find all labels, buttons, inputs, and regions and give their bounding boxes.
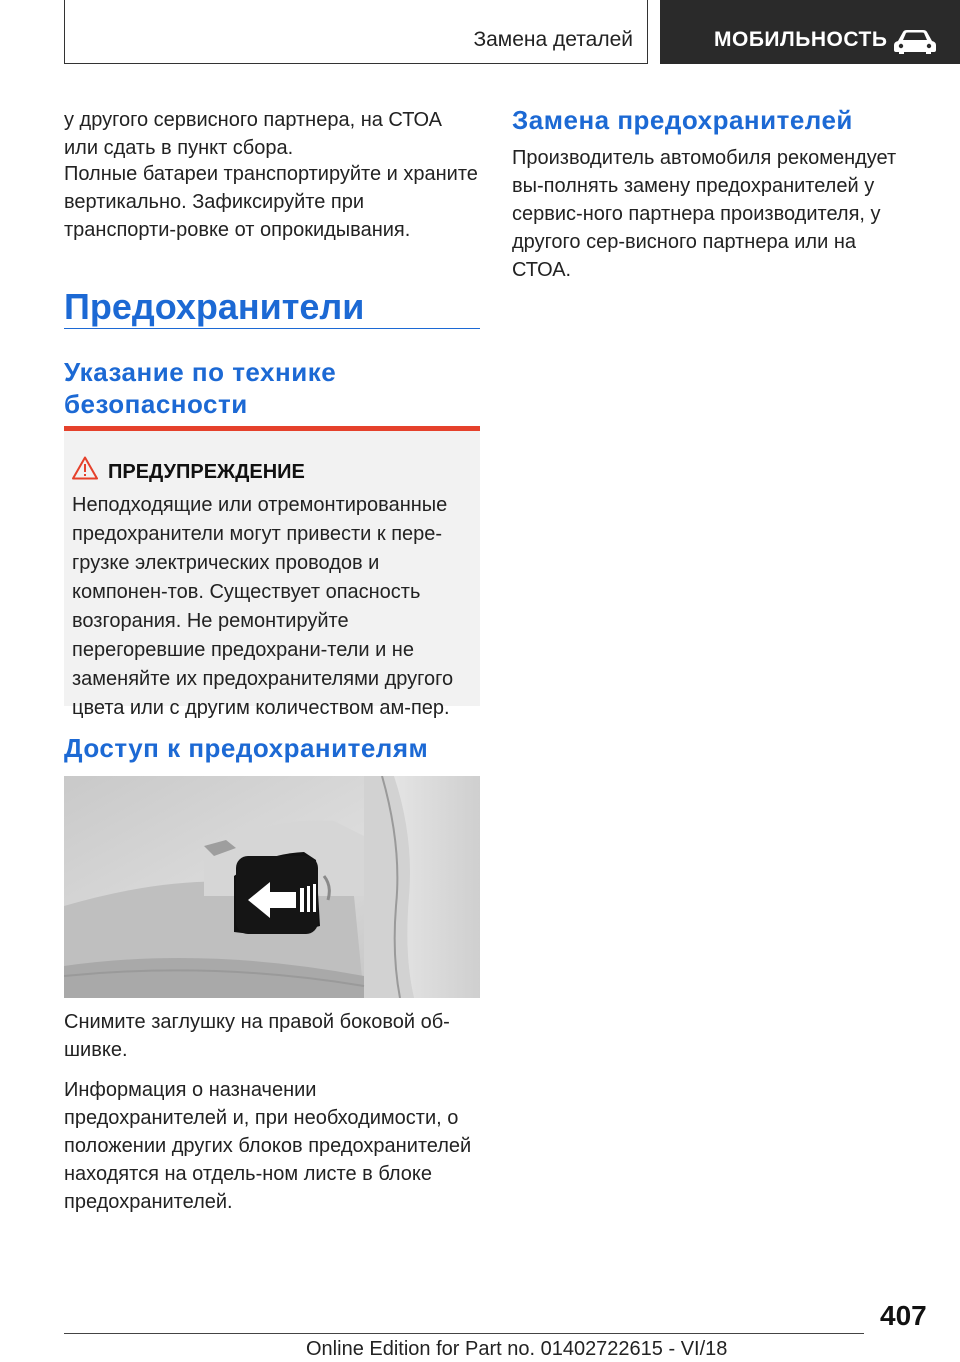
header-chapter-title: МОБИЛЬНОСТЬ (714, 28, 888, 51)
section-title-rule (64, 328, 480, 329)
paragraph-fuse-info: Информация о назначении предохранителей и, при необходимости, о положении других блоков предохранителей находятся на отдель-ном листе в блоке предохранителей. (64, 1079, 472, 1213)
warning-title: ПРЕДУПРЕЖДЕНИЕ (108, 461, 305, 483)
paragraph-replace-fuses: Производитель автомобиля рекомендует вы-полнять замену предохранителей у сервис-ного партнера производителя, у другого сер-висного партнера или на СТОА. (512, 147, 897, 281)
footer-rule (64, 1333, 864, 1334)
warning-text: Неподходящие или отремонтированные предохранители могут привести к пере-грузке электрических проводов и компонен-тов. Существует опасность возгорания. Не ремонтируйте перегоревшие предохрани-тели и не заменяйте их предохранителями другого цвета или с другим количеством ам-пер. (72, 494, 454, 719)
header-chapter-box (660, 0, 960, 64)
safety-heading-line2: безопасности (64, 389, 248, 419)
footer-edition: Online Edition for Part no. 01402722615 - VI/18 (306, 1338, 728, 1360)
page-number: 407 (880, 1300, 927, 1331)
photo-caption: Снимите заглушку на правой боковой об-шивке. (64, 1011, 450, 1061)
replace-fuses-heading: Замена предохранителей (512, 105, 853, 135)
header-section-title: Замена деталей (473, 28, 633, 51)
header-section-box (64, 0, 648, 64)
safety-heading-line1: Указание по технике (64, 357, 337, 387)
access-heading: Доступ к предохранителям (64, 733, 429, 763)
warning-box (64, 426, 480, 719)
paragraph-battery-recycling: у другого сервисного партнера, на СТОА или сдать в пункт сбора. (64, 109, 442, 159)
fuse-cover-photo (64, 776, 480, 998)
paragraph-battery-transport: Полные батареи транспортируйте и храните вертикально. Зафиксируйте при транспорти-ровке от опрокидывания. (64, 163, 478, 241)
car-icon (892, 28, 938, 54)
section-title-fuses: Предохранители (64, 286, 365, 327)
warning-triangle-icon (72, 456, 98, 480)
safety-heading (64, 356, 480, 420)
